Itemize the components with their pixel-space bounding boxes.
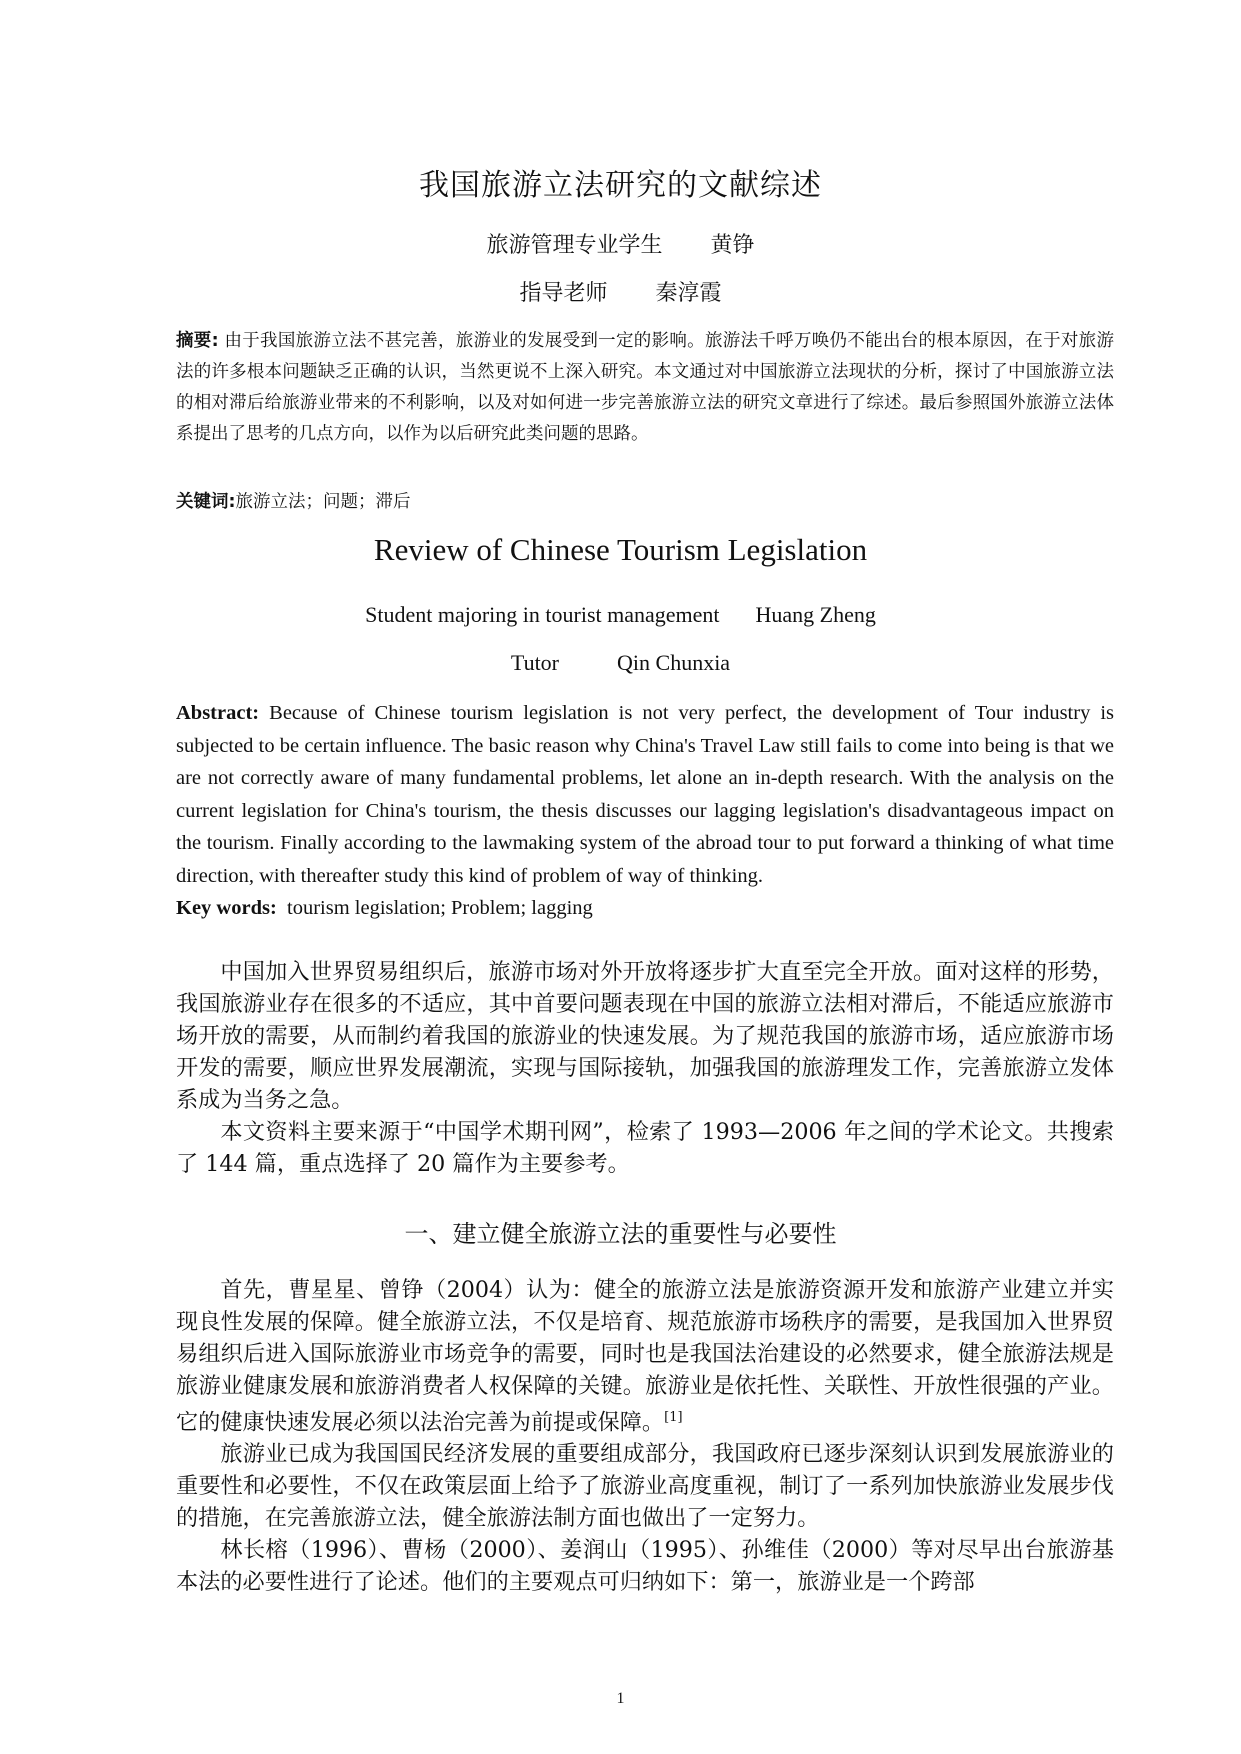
author-name-cn: 黄铮 bbox=[710, 233, 755, 258]
abstract-label-cn: 摘要: bbox=[176, 331, 219, 351]
section-heading: 一、建立健全旅游立法的重要性与必要性 bbox=[404, 1220, 837, 1248]
author-line-english bbox=[0, 602, 1241, 628]
introduction bbox=[176, 956, 1114, 1180]
section-1-body bbox=[176, 1274, 1114, 1598]
title-english: Review of Chinese Tourism Legislation bbox=[373, 532, 868, 567]
keywords-text-en: tourism legislation; Problem; lagging bbox=[287, 897, 593, 919]
page-number: 1 bbox=[616, 1690, 625, 1707]
author-line-chinese bbox=[0, 228, 1241, 259]
abstract-chinese bbox=[176, 326, 1114, 450]
abstract-label-en: Abstract: bbox=[176, 702, 260, 724]
body-paragraph bbox=[176, 1274, 1114, 1438]
intro-paragraph: 本文资料主要来源于“中国学术期刊网”，检索了 1993—2006 年之间的学术论文。共搜索了 144 篇，重点选择了 20 篇作为主要参考。 bbox=[176, 1119, 1114, 1177]
keywords-label-cn: 关键词: bbox=[176, 492, 236, 512]
keywords-label-en: Key words: bbox=[176, 897, 277, 919]
author-role-cn: 旅游管理专业学生 bbox=[486, 233, 663, 258]
tutor-name-en: Qin Chunxia bbox=[617, 650, 731, 675]
author-name-en: Huang Zheng bbox=[755, 602, 876, 627]
abstract-text-en: Because of Chinese tourism legislation is not very perfect, the development of Tour industry is subjected to be certain influence. The basic reason why China's Travel Law still fails to come into being is that we are not correctly aware of many fundamental problems, let alone an in-depth research. With the analysis on the current legislation for China's tourism, the thesis discusses our lagging legislation's disadvantageous impact on the tourism. Finally according to the lawmaking system of the abroad tour to put forward a thinking of what time direction, with thereafter study this kind of problem of way of thinking. bbox=[176, 702, 1114, 887]
paragraph-text: 首先，曹星星、曾铮（2004）认为：健全的旅游立法是旅游资源开发和旅游产业建立并实现良性发展的保障。健全旅游立法，不仅是培育、规范旅游市场秩序的需要，是我国加入世界贸易组织后进入国际旅游业市场竞争的需要，同时也是我国法治建设的必然要求，健全旅游法规是旅游业健康发展和旅游消费者人权保障的关键。旅游业是依托性、关联性、开放性很强的产业。它的健康快速发展必须以法治完善为前提或保障。 bbox=[176, 1277, 1114, 1436]
author-role-en: Student majoring in tourist management bbox=[365, 602, 720, 627]
tutor-role-cn: 指导老师 bbox=[519, 281, 608, 306]
abstract-text-cn: 由于我国旅游立法不甚完善，旅游业的发展受到一定的影响。旅游法千呼万唤仍不能出台的根本原因，在于对旅游法的许多根本问题缺乏正确的认识，当然更说不上深入研究。本文通过对中国旅游立法现状的分析，探讨了中国旅游立法的相对滞后给旅游业带来的不利影响，以及对如何进一步完善旅游立法的研究文章进行了综述。最后参照国外旅游立法体系提出了思考的几点方向，以作为以后研究此类问题的思路。 bbox=[176, 331, 1114, 444]
title-chinese: 我国旅游立法研究的文献综述 bbox=[419, 168, 822, 203]
tutor-role-en: Tutor bbox=[510, 650, 560, 675]
intro-paragraph: 中国加入世界贸易组织后，旅游市场对外开放将逐步扩大直至完全开放。面对这样的形势，我国旅游业存在很多的不适应，其中首要问题表现在中国的旅游立法相对滞后，不能适应旅游市场开放的需要，从而制约着我国的旅游业的快速发展。为了规范我国的旅游市场，适应旅游市场开发的需要，顺应世界发展潮流，实现与国际接轨，加强我国的旅游理发工作，完善旅游立发体系成为当务之急。 bbox=[176, 959, 1114, 1113]
keywords-text-cn: 旅游立法；问题；滞后 bbox=[235, 492, 411, 512]
tutor-line-english bbox=[0, 650, 1241, 676]
abstract-english bbox=[176, 697, 1114, 893]
body-paragraph: 旅游业已成为我国国民经济发展的重要组成部分，我国政府已逐步深刻认识到发展旅游业的重要性和必要性，不仅在政策层面上给予了旅游业高度重视，制订了一系列加快旅游业发展步伐的措施，在完善旅游立法，健全旅游法制方面也做出了一定努力。 bbox=[176, 1441, 1114, 1532]
body-paragraph: 林长榕（1996）、曹杨（2000）、姜润山（1995）、孙维佳（2000）等对尽早出台旅游基本法的必要性进行了论述。他们的主要观点可归纳如下：第一，旅游业是一个跨部 bbox=[176, 1537, 1114, 1596]
tutor-line-chinese bbox=[0, 276, 1241, 307]
keywords-english bbox=[176, 892, 1114, 925]
tutor-name-cn: 秦淳霞 bbox=[655, 281, 722, 306]
keywords-chinese bbox=[176, 487, 1114, 518]
citation-marker: [1] bbox=[664, 1410, 683, 1425]
